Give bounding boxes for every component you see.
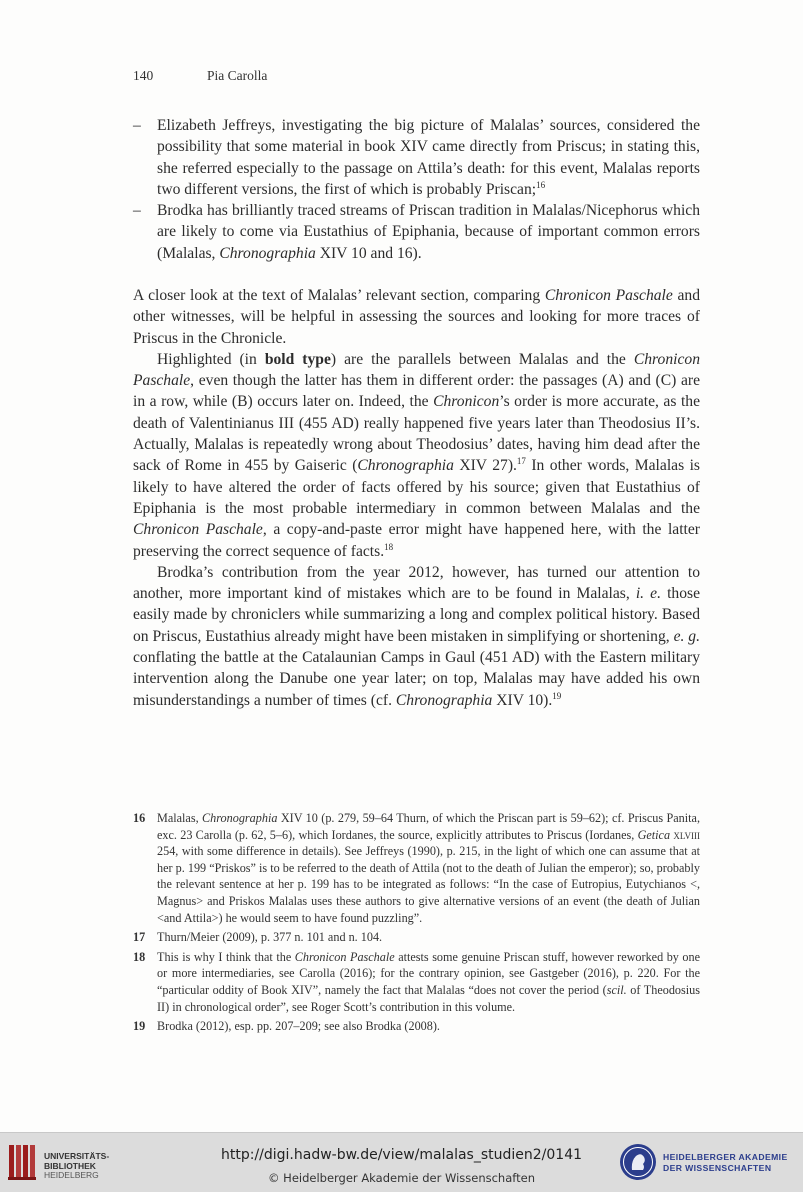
text-run: In other words, Malalas is likely to have altered the order of facts offered by his source; given that Eustathius of Epiphania is the most probable intermediary in common between Malalas and the — [133, 457, 700, 517]
academy-logo[interactable] — [619, 1141, 799, 1185]
text-run: 254, with some difference in details). See Jeffreys (1990), p. 215, in the light of which one can assume that at her p. 199 “Priskos” is to be referred to the death of Attila (not to the death of Julian the emperor); so, probably the relevant sentence at her p. 199 has to be integrated as follows: “In the case of Eutropius, Eutychianos <, Magnus> and Priskos Malalas uses these authors to give alternative versions of an event (the death of Julian <and Attila>) he would seem to have found puzzling”. — [157, 844, 700, 925]
italic-text: Chronographia — [357, 457, 454, 475]
text-run: conflating the battle at the Catalaunian Camps in Gaul (451 AD) with the Eastern military intervention along the Danube one year later; on top, Malalas may have added his own misunderstandings a number of times (cf. — [133, 649, 700, 709]
running-head-author: Pia Carolla — [207, 68, 268, 83]
logo-line: HEIDELBERG — [44, 1170, 99, 1180]
italic-text: Chronicon Paschale — [544, 287, 673, 304]
text-run: , even though the latter has them in different order: the passages (A) and (C) are in a row, while (B) occurs later on. Indeed, the — [133, 372, 700, 411]
italic-text: Chronicon Paschale — [133, 521, 263, 539]
footnote — [133, 1018, 700, 1035]
academy-wordmark — [663, 1152, 788, 1173]
page-number: 140 — [133, 68, 154, 83]
text-run: those easily made by chroniclers while summarizing a long and complex political history. Based on Priscus, Eustathius already might have been mistaken in simplifying or shortening, — [133, 585, 700, 645]
body-paragraph — [133, 285, 700, 349]
footnote-number: 19 — [133, 1019, 146, 1034]
italic-text: e. g. — [673, 627, 700, 645]
italic-text: Chronographia — [202, 811, 278, 825]
footnote-number: 18 — [133, 949, 146, 964]
footnote-ref: 18 — [384, 541, 394, 552]
footnote — [133, 929, 700, 946]
main-text — [133, 285, 700, 711]
bold-text: bold type — [264, 350, 331, 368]
text-run: ) are the parallels between Malalas and the — [330, 350, 634, 368]
footnotes — [133, 810, 700, 1038]
footnote — [133, 810, 700, 926]
footnote-number: 16 — [133, 811, 146, 825]
small-caps-text: xlviii — [673, 827, 701, 842]
text-run: Brodka (2012), esp. pp. 207–209; see also Brodka (2008). — [157, 1019, 440, 1034]
text-run: XIV 10). — [492, 691, 553, 709]
text-run: Brodka has brilliantly traced streams of Priscan tradition in Malalas/Nicephorus which are likely to come via Eustathius of Epiphania, because of important common errors (Malalas, — [157, 202, 700, 262]
viewer-footer-bar — [0, 1132, 803, 1192]
bullet-item — [133, 200, 700, 264]
text-run: This is why I think that the — [157, 949, 295, 964]
logo-line: UNIVERSITÄTS- — [44, 1151, 110, 1161]
text-run: Highlighted (in — [157, 350, 265, 368]
body-paragraph — [133, 349, 700, 562]
italic-text: Chronicon — [433, 393, 500, 411]
text-run: XIV 27). — [453, 457, 517, 475]
text-run: attests some genuine Priscan stuff, however reworked by one or more intermediaries, see Carolla (2016); for the contrary opinion, see Gastgeber (2016), p. 220. For the “particular oddity of Book XIV”, namely the fact that Malalas “does not cover the period ( — [157, 949, 701, 997]
text-run: Elizabeth Jeffreys, investigating the big picture of Malalas’ sources, considered the possibility that some material in book XIV came directly from Priscus; in stating this, she referred especially to the passage on Attila’s death: for this event, Malalas reports two different versions, the first of which is probably Priscan; — [157, 117, 700, 198]
logo-line: DER WISSENSCHAFTEN — [663, 1162, 772, 1173]
text-run: Malalas, — [157, 811, 203, 825]
bullet-item — [133, 115, 700, 200]
footnote-ref: 19 — [552, 690, 562, 701]
bullet-dash: – — [133, 202, 141, 220]
running-header — [133, 68, 267, 84]
italic-text: Chronographia — [395, 691, 493, 709]
italic-text: i. e. — [635, 585, 661, 603]
page-url-link[interactable]: http://digi.hadw-bw.de/view/malalas_studien2/0141 — [220, 1147, 583, 1163]
text-run: ’s order is more accurate, as the death of Valentinianus III (455 AD) really happened five years later than Theodosius II’s. Actually, Malalas is repeatedly wrong about Theodosius’ dates, having him dead after the sack of Rome in 455 by Gaiseric ( — [133, 393, 700, 475]
text-run: XIV 10 and 16). — [315, 244, 422, 262]
copyright-notice: © Heidelberger Akademie der Wissenschaften — [268, 1171, 535, 1185]
footnote-ref: 17 — [516, 456, 526, 467]
text-run: , a copy-and-paste error might have happened here, with the latter preserving the correct sequence of facts. — [133, 521, 700, 560]
text-run: of Theodosius II) in chronological order”, see Roger Scott’s contribution in this volume. — [157, 982, 700, 1014]
text-run: A closer look at the text of Malalas’ relevant section, comparing — [133, 287, 545, 304]
logo-line: BIBLIOTHEK — [44, 1160, 96, 1171]
italic-text: Getica — [637, 827, 671, 842]
bullet-dash: – — [133, 117, 141, 134]
italic-text: Chronographia — [219, 244, 316, 262]
italic-text: Chronicon Paschale — [133, 350, 700, 390]
body-paragraph — [133, 562, 700, 711]
italic-text: Chronicon Paschale — [294, 949, 395, 964]
footnote-number: 17 — [133, 930, 146, 945]
text-run: XIV 10 (p. 279, 59–64 Thurn, of which the Priscan part is 59–62); cf. Priscus Panita, exc. 23 Carolla (p. 62, 5–6), which Iordanes, the source, explicitly attributes to Priscus (Iordanes, — [157, 811, 700, 842]
italic-text: scil. — [606, 982, 627, 997]
academy-seal-icon — [619, 1143, 657, 1181]
logo-line: HEIDELBERGER AKADEMIE — [663, 1152, 788, 1162]
bullet-list — [133, 115, 700, 264]
footnote — [133, 949, 700, 1015]
text-run: Brodka’s contribution from the year 2012, however, has turned our attention to another, more important kind of mistakes which are to be found in Malalas, — [133, 563, 700, 603]
text-run: Thurn/Meier (2009), p. 377 n. 101 and n. 104. — [157, 930, 383, 945]
text-run: and other witnesses, will be helpful in assessing the sources and looking for more traces of Priscus in the Chronicle. — [133, 287, 700, 347]
footnote-ref: 16 — [536, 179, 546, 190]
